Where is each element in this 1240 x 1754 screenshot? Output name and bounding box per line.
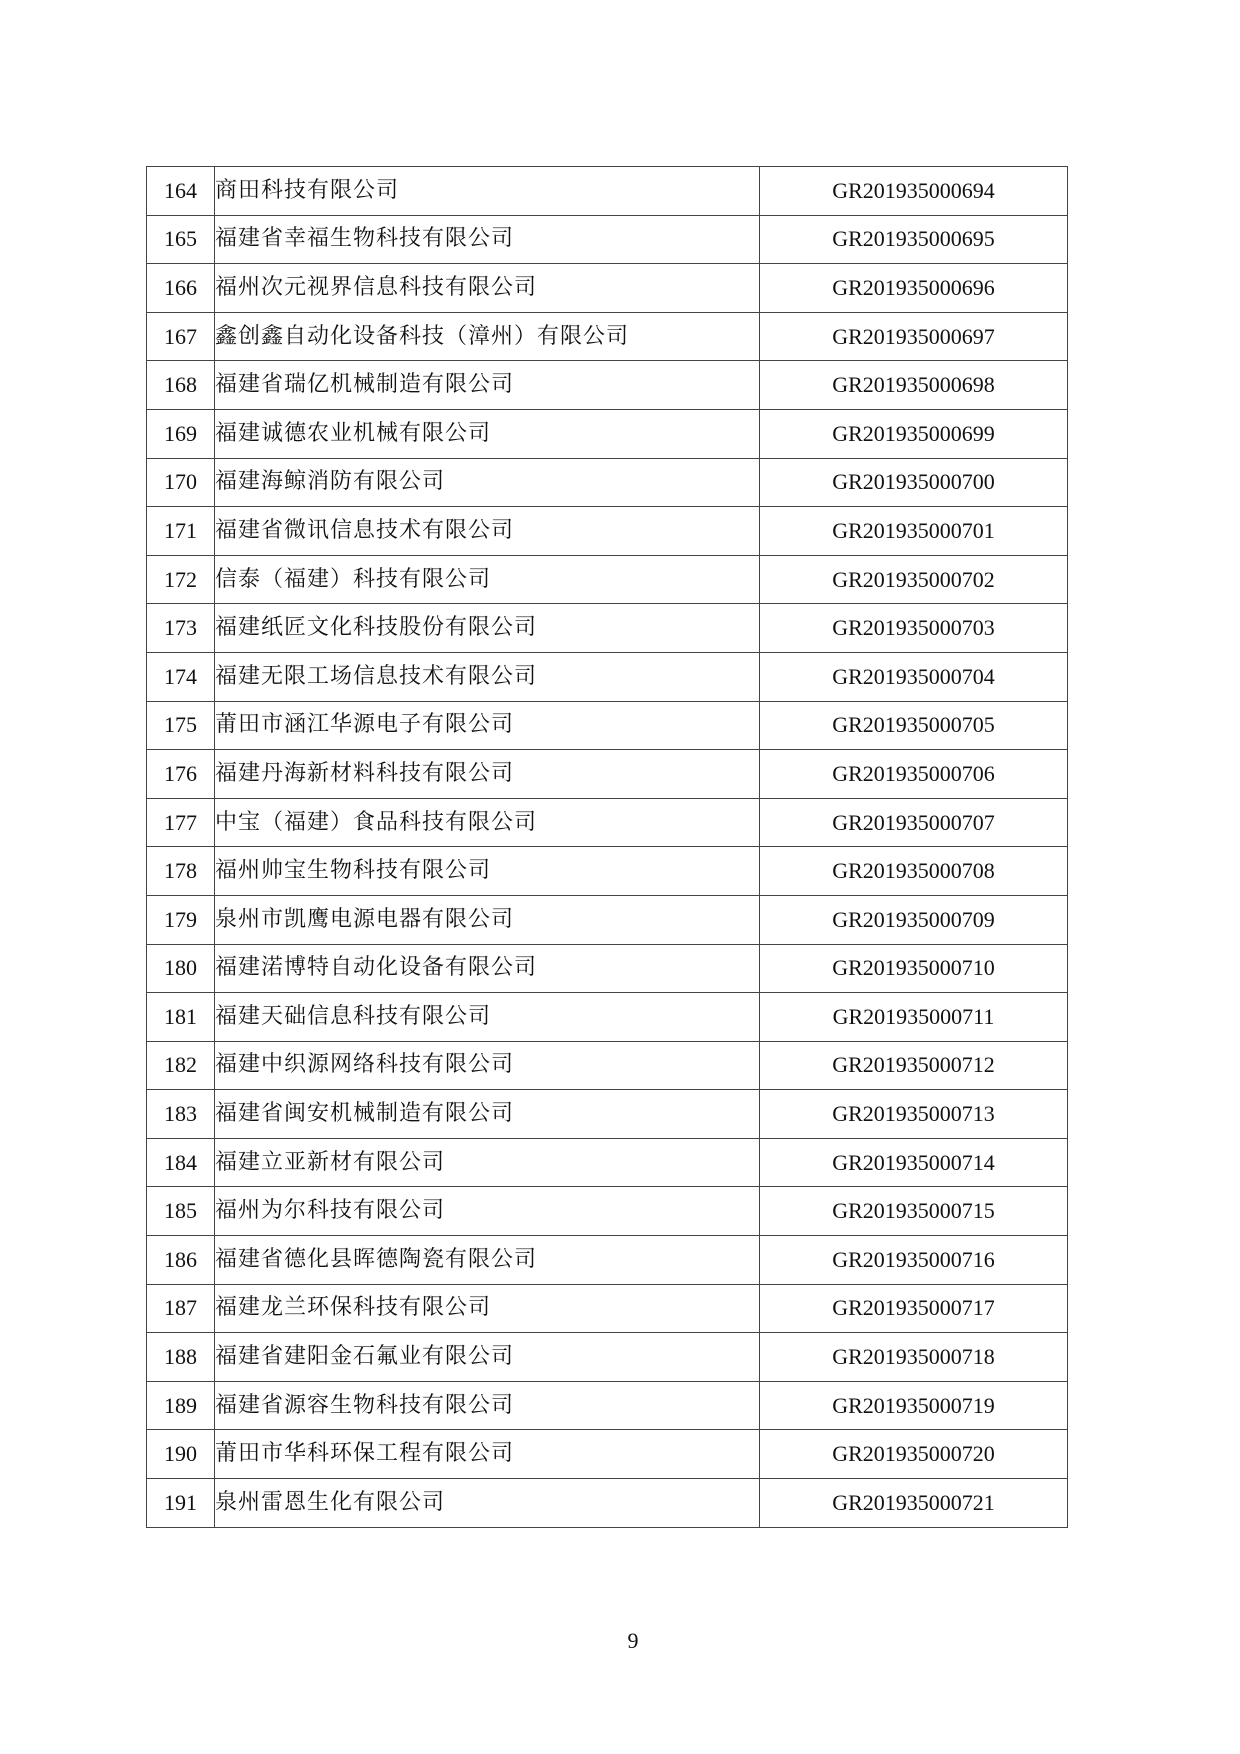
company-name: 莆田市华科环保工程有限公司 <box>215 1430 760 1479</box>
row-number: 188 <box>147 1333 215 1382</box>
table-row <box>147 1284 1068 1333</box>
table-row <box>147 701 1068 750</box>
certificate-code: GR201935000716 <box>760 1236 1068 1285</box>
row-number: 190 <box>147 1430 215 1479</box>
company-name: 福建天础信息科技有限公司 <box>215 993 760 1042</box>
company-name: 福建诚德农业机械有限公司 <box>215 409 760 458</box>
company-name: 泉州市凯鹰电源电器有限公司 <box>215 895 760 944</box>
company-table <box>146 166 1068 1528</box>
row-number: 177 <box>147 798 215 847</box>
table-row <box>147 167 1068 216</box>
table-row <box>147 1090 1068 1139</box>
certificate-code: GR201935000712 <box>760 1041 1068 1090</box>
company-name: 中宝（福建）食品科技有限公司 <box>215 798 760 847</box>
row-number: 164 <box>147 167 215 216</box>
certificate-code: GR201935000704 <box>760 652 1068 701</box>
company-name: 福建丹海新材料科技有限公司 <box>215 750 760 799</box>
table-row <box>147 312 1068 361</box>
company-name: 福建省瑞亿机械制造有限公司 <box>215 361 760 410</box>
table-row <box>147 458 1068 507</box>
row-number: 183 <box>147 1090 215 1139</box>
table-row <box>147 652 1068 701</box>
certificate-code: GR201935000708 <box>760 847 1068 896</box>
table-row <box>147 409 1068 458</box>
page-number: 9 <box>627 1628 639 1653</box>
row-number: 181 <box>147 993 215 1042</box>
certificate-code: GR201935000697 <box>760 312 1068 361</box>
company-name: 福建纸匠文化科技股份有限公司 <box>215 604 760 653</box>
certificate-code: GR201935000710 <box>760 944 1068 993</box>
row-number: 166 <box>147 264 215 313</box>
certificate-code: GR201935000720 <box>760 1430 1068 1479</box>
row-number: 186 <box>147 1236 215 1285</box>
certificate-code: GR201935000715 <box>760 1187 1068 1236</box>
row-number: 175 <box>147 701 215 750</box>
row-number: 180 <box>147 944 215 993</box>
table-row <box>147 847 1068 896</box>
row-number: 169 <box>147 409 215 458</box>
table-row <box>147 604 1068 653</box>
row-number: 182 <box>147 1041 215 1090</box>
table-row <box>147 1479 1068 1528</box>
certificate-code: GR201935000703 <box>760 604 1068 653</box>
row-number: 189 <box>147 1381 215 1430</box>
company-name: 鑫创鑫自动化设备科技（漳州）有限公司 <box>215 312 760 361</box>
certificate-code: GR201935000721 <box>760 1479 1068 1528</box>
company-name: 福建省闽安机械制造有限公司 <box>215 1090 760 1139</box>
row-number: 168 <box>147 361 215 410</box>
table-row <box>147 798 1068 847</box>
company-name: 泉州雷恩生化有限公司 <box>215 1479 760 1528</box>
company-name: 福建省源容生物科技有限公司 <box>215 1381 760 1430</box>
company-table-body <box>147 167 1068 1528</box>
certificate-code: GR201935000701 <box>760 507 1068 556</box>
table-row <box>147 1041 1068 1090</box>
table-row <box>147 1381 1068 1430</box>
table-row <box>147 1236 1068 1285</box>
certificate-code: GR201935000700 <box>760 458 1068 507</box>
certificate-code: GR201935000702 <box>760 555 1068 604</box>
certificate-code: GR201935000699 <box>760 409 1068 458</box>
certificate-code: GR201935000707 <box>760 798 1068 847</box>
certificate-code: GR201935000717 <box>760 1284 1068 1333</box>
row-number: 165 <box>147 215 215 264</box>
certificate-code: GR201935000711 <box>760 993 1068 1042</box>
company-name: 福建立亚新材有限公司 <box>215 1138 760 1187</box>
certificate-code: GR201935000694 <box>760 167 1068 216</box>
row-number: 191 <box>147 1479 215 1528</box>
certificate-code: GR201935000698 <box>760 361 1068 410</box>
table-row <box>147 750 1068 799</box>
row-number: 173 <box>147 604 215 653</box>
company-name: 福建省建阳金石氟业有限公司 <box>215 1333 760 1382</box>
company-name: 福建龙兰环保科技有限公司 <box>215 1284 760 1333</box>
company-name: 商田科技有限公司 <box>215 167 760 216</box>
company-name: 莆田市涵江华源电子有限公司 <box>215 701 760 750</box>
certificate-code: GR201935000696 <box>760 264 1068 313</box>
company-name: 福建中织源网络科技有限公司 <box>215 1041 760 1090</box>
company-name: 福州为尔科技有限公司 <box>215 1187 760 1236</box>
table-row <box>147 215 1068 264</box>
row-number: 187 <box>147 1284 215 1333</box>
company-name: 福建海鲸消防有限公司 <box>215 458 760 507</box>
table-row <box>147 1430 1068 1479</box>
certificate-code: GR201935000714 <box>760 1138 1068 1187</box>
company-name: 福建省德化县晖德陶瓷有限公司 <box>215 1236 760 1285</box>
table-row <box>147 1333 1068 1382</box>
table-row <box>147 361 1068 410</box>
certificate-code: GR201935000718 <box>760 1333 1068 1382</box>
row-number: 174 <box>147 652 215 701</box>
row-number: 170 <box>147 458 215 507</box>
table-row <box>147 264 1068 313</box>
certificate-code: GR201935000713 <box>760 1090 1068 1139</box>
table-row <box>147 555 1068 604</box>
row-number: 178 <box>147 847 215 896</box>
company-name: 福建省微讯信息技术有限公司 <box>215 507 760 556</box>
row-number: 176 <box>147 750 215 799</box>
table-row <box>147 507 1068 556</box>
table-row <box>147 1187 1068 1236</box>
row-number: 167 <box>147 312 215 361</box>
table-row <box>147 1138 1068 1187</box>
company-name: 福建无限工场信息技术有限公司 <box>215 652 760 701</box>
company-name: 福州帅宝生物科技有限公司 <box>215 847 760 896</box>
row-number: 172 <box>147 555 215 604</box>
certificate-code: GR201935000709 <box>760 895 1068 944</box>
certificate-code: GR201935000705 <box>760 701 1068 750</box>
certificate-code: GR201935000706 <box>760 750 1068 799</box>
row-number: 179 <box>147 895 215 944</box>
company-name: 福州次元视界信息科技有限公司 <box>215 264 760 313</box>
table-row <box>147 895 1068 944</box>
table-row <box>147 944 1068 993</box>
company-name: 福建渃博特自动化设备有限公司 <box>215 944 760 993</box>
row-number: 171 <box>147 507 215 556</box>
row-number: 185 <box>147 1187 215 1236</box>
table-row <box>147 993 1068 1042</box>
company-name: 信泰（福建）科技有限公司 <box>215 555 760 604</box>
company-name: 福建省幸福生物科技有限公司 <box>215 215 760 264</box>
certificate-code: GR201935000695 <box>760 215 1068 264</box>
row-number: 184 <box>147 1138 215 1187</box>
certificate-code: GR201935000719 <box>760 1381 1068 1430</box>
